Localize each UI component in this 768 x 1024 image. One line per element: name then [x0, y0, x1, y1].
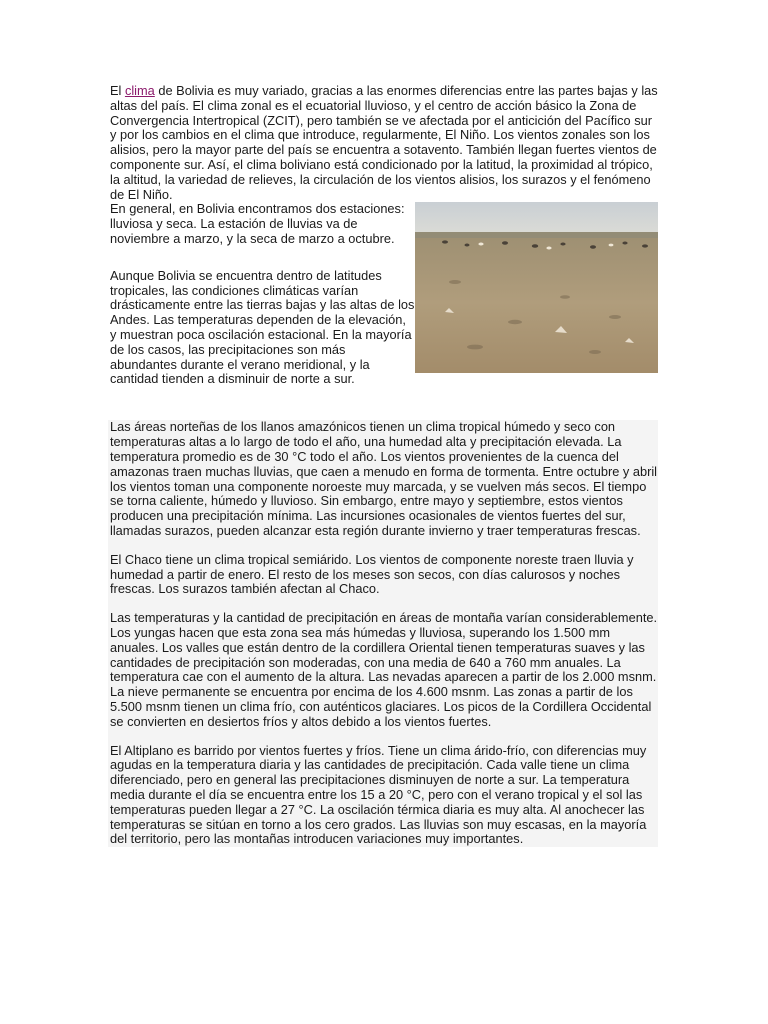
intro-paragraph	[110, 84, 658, 202]
clima-link[interactable]: clima	[124, 83, 155, 98]
latitudes-paragraph: Aunque Bolivia se encuentra dentro de latitudes tropicales, las condiciones climáticas varían drásticamente entre las tierras bajas y las altas de los Andes. Las temperaturas dependen de la elevación, y muestran poca oscilación estacional. En la mayoría de los casos, las precipitaciones son más abundantes durante el verano meridional, y la cantidad tienden a disminuir de norte a sur.	[110, 267, 415, 387]
landscape-image	[415, 202, 658, 373]
text-image-section	[110, 202, 658, 414]
chaco-paragraph: El Chaco tiene un clima tropical semiárido. Los vientos de componente noreste traen lluvia y humedad a partir de enero. El resto de los meses son secos, con días calurosos y noches frescas. Los surazos también afectan al Chaco.	[110, 551, 634, 597]
amazon-paragraph: Las áreas norteñas de los llanos amazónicos tienen un clima tropical húmedo y seco con temperaturas altas a lo largo de todo el año, una humedad alta y precipitación elevada. La temperatura promedio es de 30 °C todo el año. Los vientos provenientes de la cuenca del amazonas traen muchas lluvias, que caen a menudo en forma de tormenta. Entre octubre y abril los vientos toman una componente noroeste muy marcada, y se vuelven más secos. El tiempo se torna caliente, húmedo y lluvioso. Sin embargo, entre mayo y septiembre, estos vientos producen una precipitación mínima. Las incursiones ocasionales de vientos fuertes del sur, llamadas surazos, pueden alcanzar esta región durante invierno y traer temperaturas frescas.	[110, 419, 658, 538]
altiplano-landscape-photo	[415, 202, 658, 373]
document-body	[110, 84, 658, 847]
side-text-column	[110, 202, 415, 387]
altiplano-paragraph: El Altiplano es barrido por vientos fuertes y fríos. Tiene un clima árido-frío, con diferencias muy agudas en la temperatura diaria y las cantidades de precipitación. Cada valle tiene un clima diferenciado, pero en general las precipitaciones disminuyen de norte a sur. La temperatura media durante el día se encuentra entre los 15 a 20 °C, pero con el verano tropical y el sol las temperaturas pueden llegar a 27 °C. La oscilación térmica diaria es muy alta. Al anochecer las temperaturas se sitúan en torno a los cero grados. Las lluvias son muy escasas, en la mayoría del territorio, pero las montañas introducen variaciones muy importantes.	[110, 742, 647, 847]
shaded-section	[108, 420, 658, 847]
intro-lead: El	[110, 83, 125, 98]
intro-text: de Bolivia es muy variado, gracias a las enormes diferencias entre las partes bajas y las altas del país. El clima zonal es el ecuatorial lluvioso, y el centro de acción básico la Zona de Convergencia Intertropical (ZCIT), pero también se ve afectada por el anticición del Pacífico sur y por los cambios en el clima que introduce, regularmente, El Niño. Los vientos zonales son los alisios, pero la mayor parte del país se encuentra a sotavento. También llegan fuertes vientos de componente sur. Así, el clima boliviano está condicionado por la latitud, la proximidad al trópico, la altitud, la variedad de relieves, la circulación de los vientos alisios, los surazos y el fenómeno de El Niño.	[110, 83, 658, 202]
mountains-paragraph: Las temperaturas y la cantidad de precipitación en áreas de montaña varían considerablemente. Los yungas hacen que esta zona sea más húmedas y lluviosa, superando los 1.500 mm anuales. Los valles que están dentro de la cordillera Oriental tienen temperaturas suaves y las cantidades de precipitación son moderadas, con una media de 640 a 760 mm anuales. La temperatura cae con el aumento de la altura. Las nevadas aparecen a partir de los 2.000 msnm. La nieve permanente se encuentra por encima de los 4.600 msnm. Las zonas a partir de los 5.500 msnm tienen un clima frío, con auténticos glaciares. Los picos de la Cordillera Occidental se convierten en desiertos fríos y altos debido a los vientos fuertes.	[110, 610, 658, 729]
seasons-paragraph: En general, en Bolivia encontramos dos estaciones: lluviosa y seca. La estación de lluvias va de noviembre a marzo, y la seca de marzo a octubre.	[110, 201, 405, 246]
